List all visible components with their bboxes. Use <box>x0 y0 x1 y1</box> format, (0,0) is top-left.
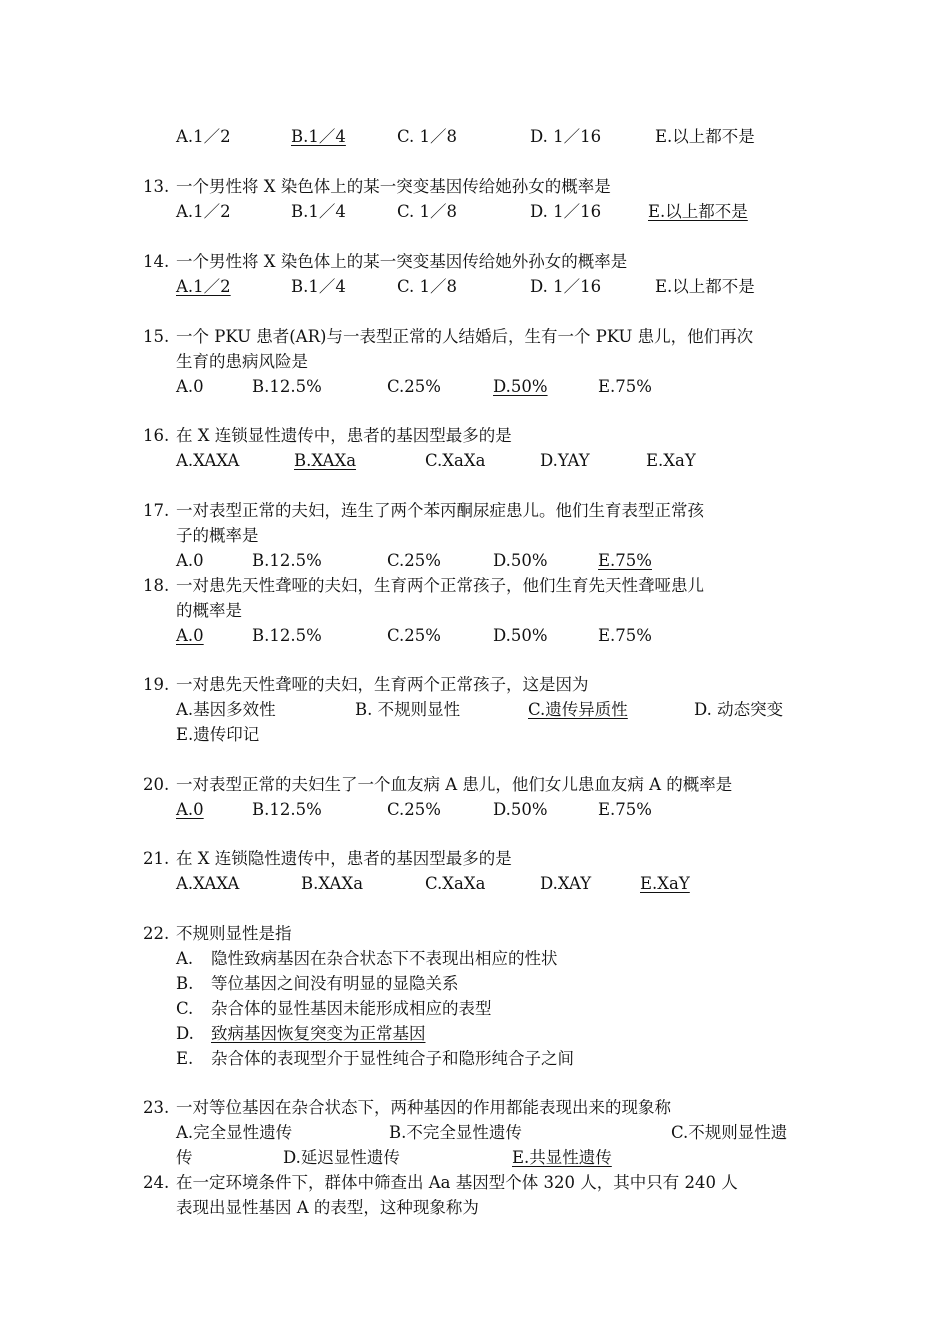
option-d: D. 1／16 <box>530 202 602 221</box>
option-e-answer: E.75% <box>598 551 652 570</box>
question-number: 14. <box>143 252 170 271</box>
option-c: C.25% <box>387 551 441 570</box>
question-stem-line-1: 在一定环境条件下，群体中筛查出 Aa 基因型个体 320 人，其中只有 240 人 <box>176 1173 738 1192</box>
option-d-text-answer: 致病基因恢复突变为正常基因 <box>211 1024 426 1043</box>
option-e: E.以上都不是 <box>655 127 755 146</box>
option-c-letter: C. <box>176 999 194 1018</box>
option-b: B.1／4 <box>291 277 346 296</box>
option-e: E.75% <box>598 377 652 396</box>
question-stem: 在 X 连锁隐性遗传中，患者的基因型最多的是 <box>176 849 512 868</box>
option-e-answer: E.共显性遗传 <box>512 1148 612 1167</box>
option-e: E.75% <box>598 800 652 819</box>
option-e: E.XaY <box>646 451 696 470</box>
option-a-letter: A. <box>176 949 194 968</box>
question-stem-line-1: 一对患先天性聋哑的夫妇，生育两个正常孩子，他们生育先天性聋哑患儿 <box>176 576 704 595</box>
option-e: E.遗传印记 <box>176 725 260 744</box>
question-stem-line-2: 的概率是 <box>176 601 242 620</box>
option-c: C. 1／8 <box>397 202 458 221</box>
option-b: B.1／4 <box>291 202 346 221</box>
question-stem: 一对表型正常的夫妇生了一个血友病 A 患儿，他们女儿患血友病 A 的概率是 <box>176 775 733 794</box>
question-stem: 一对等位基因在杂合状态下，两种基因的作用都能表现出来的现象称 <box>176 1098 671 1117</box>
option-e-letter: E. <box>176 1049 194 1068</box>
option-c: C.XaXa <box>425 874 486 893</box>
question-stem-line-2: 子的概率是 <box>176 526 259 545</box>
option-e: E.75% <box>598 626 652 645</box>
option-a: A.完全显性遗传 <box>176 1123 293 1142</box>
option-c-part-1: C.不规则显性遗 <box>671 1123 788 1142</box>
question-number: 21. <box>143 849 170 868</box>
option-b-text: 等位基因之间没有明显的显隐关系 <box>211 974 459 993</box>
question-number: 16. <box>143 426 170 445</box>
option-b: B.不完全显性遗传 <box>389 1123 522 1142</box>
option-d: D.50% <box>493 551 548 570</box>
question-number: 19. <box>143 675 170 694</box>
option-b-letter: B. <box>176 974 194 993</box>
question-stem-line-1: 一个 PKU 患者(AR)与一表型正常的人结婚后，生有一个 PKU 患儿，他们再次 <box>176 327 754 346</box>
option-c: C.25% <box>387 377 441 396</box>
option-d: D. 动态突变 <box>694 700 784 719</box>
option-a: A.0 <box>176 551 204 570</box>
option-c: C.XaXa <box>425 451 486 470</box>
option-d: D. 1／16 <box>530 277 602 296</box>
option-d: D.YAY <box>540 451 590 470</box>
option-a-answer: A.0 <box>176 626 204 645</box>
question-number: 18. <box>143 576 170 595</box>
question-number: 22. <box>143 924 170 943</box>
option-d: D.50% <box>493 626 548 645</box>
option-e-answer: E.以上都不是 <box>648 202 748 221</box>
option-c: C.25% <box>387 626 441 645</box>
option-b: B.12.5% <box>252 800 322 819</box>
question-stem-line-1: 一对表型正常的夫妇，连生了两个苯丙酮尿症患儿。他们生育表型正常孩 <box>176 501 704 520</box>
question-number: 15. <box>143 327 170 346</box>
option-d-letter: D. <box>176 1024 194 1043</box>
option-d: D.50% <box>493 800 548 819</box>
question-number: 13. <box>143 177 170 196</box>
question-number: 17. <box>143 501 170 520</box>
option-b: B.XAXa <box>301 874 364 893</box>
option-b-answer: B.XAXa <box>294 451 357 470</box>
option-c-part-2: 传 <box>176 1148 193 1167</box>
option-a: A.0 <box>176 377 204 396</box>
option-a: A.XAXA <box>176 874 240 893</box>
option-b: B.12.5% <box>252 377 322 396</box>
option-a: A.基因多效性 <box>176 700 276 719</box>
question-number: 20. <box>143 775 170 794</box>
question-stem: 在 X 连锁显性遗传中，患者的基因型最多的是 <box>176 426 512 445</box>
option-c: C. 1／8 <box>397 127 458 146</box>
question-stem-line-2: 表现出显性基因 A 的表型，这种现象称为 <box>176 1198 479 1217</box>
option-a-text: 隐性致病基因在杂合状态下不表现出相应的性状 <box>211 949 558 968</box>
option-e-text: 杂合体的表现型介于显性纯合子和隐形纯合子之间 <box>211 1049 574 1068</box>
option-c-text: 杂合体的显性基因未能形成相应的表型 <box>211 999 492 1018</box>
question-stem: 一个男性将 X 染色体上的某一突变基因传给她孙女的概率是 <box>176 177 611 196</box>
option-d: D.延迟显性遗传 <box>283 1148 400 1167</box>
option-a-answer: A.1／2 <box>176 277 231 296</box>
option-e-answer: E.XaY <box>640 874 690 893</box>
option-c: C. 1／8 <box>397 277 458 296</box>
option-b: B.12.5% <box>252 551 322 570</box>
option-a: A.XAXA <box>176 451 240 470</box>
option-a: A.1／2 <box>176 202 231 221</box>
question-stem: 一对患先天性聋哑的夫妇，生育两个正常孩子，这是因为 <box>176 675 589 694</box>
question-stem: 一个男性将 X 染色体上的某一突变基因传给她外孙女的概率是 <box>176 252 628 271</box>
option-c-answer: C.遗传异质性 <box>528 700 628 719</box>
question-stem-line-2: 生育的患病风险是 <box>176 352 308 371</box>
option-b: B.12.5% <box>252 626 322 645</box>
question-number: 23. <box>143 1098 170 1117</box>
question-number: 24. <box>143 1173 170 1192</box>
option-a-answer: A.0 <box>176 800 204 819</box>
option-c: C.25% <box>387 800 441 819</box>
option-e: E.以上都不是 <box>655 277 755 296</box>
option-d-answer: D.50% <box>493 377 548 396</box>
option-a: A.1／2 <box>176 127 231 146</box>
option-b-answer: B.1／4 <box>291 127 346 146</box>
question-stem: 不规则显性是指 <box>176 924 292 943</box>
option-d: D. 1／16 <box>530 127 602 146</box>
option-b: B. 不规则显性 <box>355 700 461 719</box>
option-d: D.XAY <box>540 874 592 893</box>
